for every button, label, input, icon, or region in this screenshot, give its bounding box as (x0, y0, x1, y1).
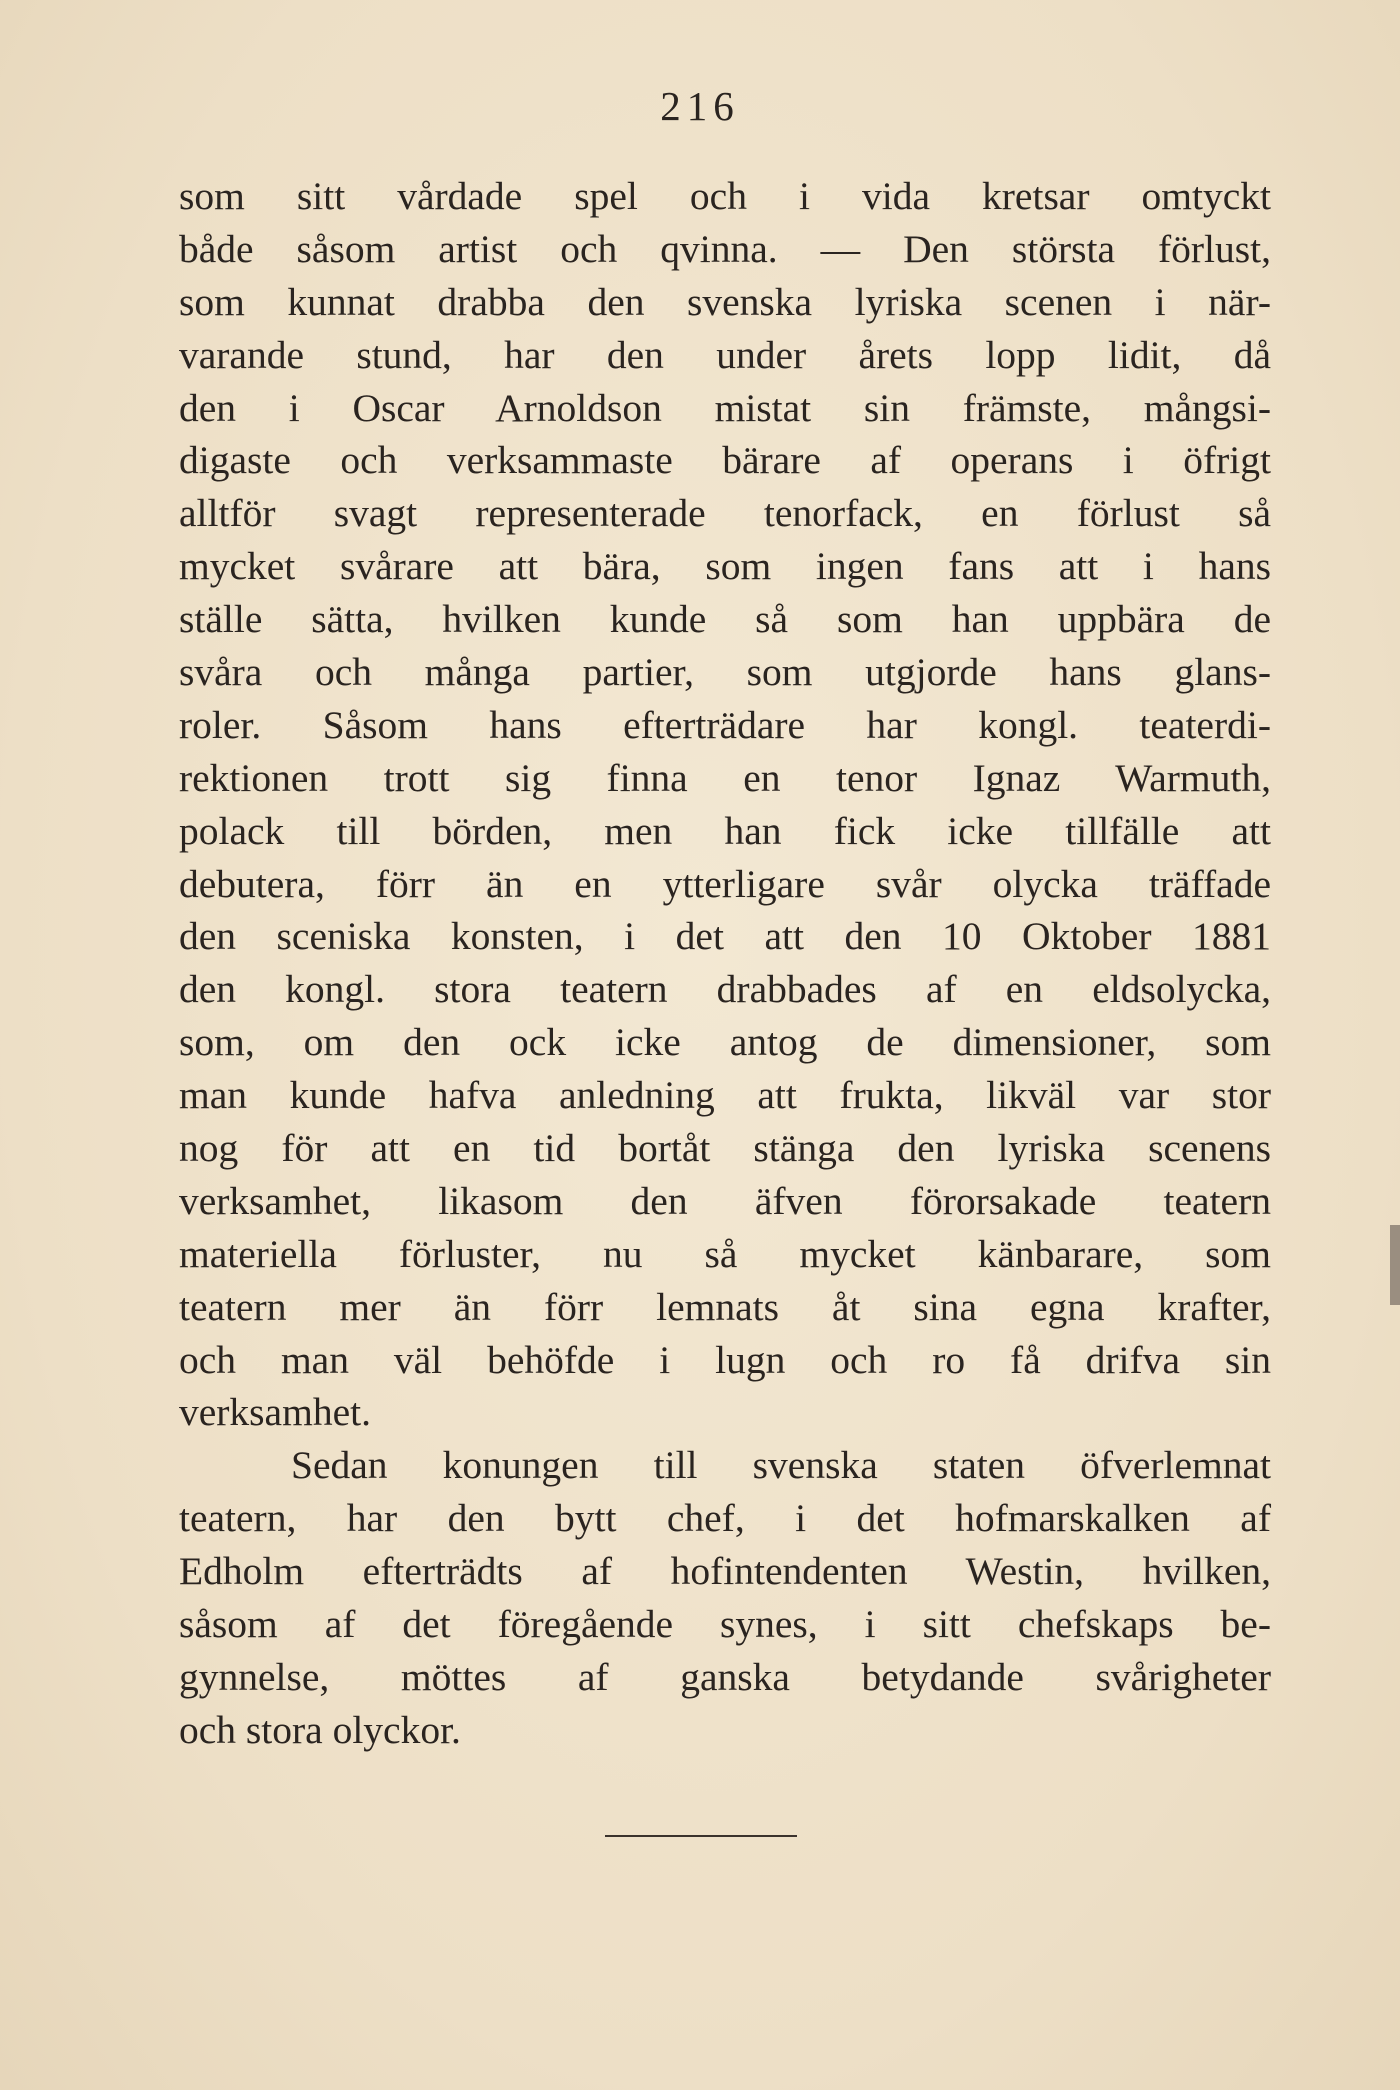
text-line: som sitt vårdade spel och i vida kretsar omtyckt (179, 174, 1271, 218)
section-divider-rule (605, 1835, 797, 1837)
page-edge-shadow (1390, 1225, 1400, 1305)
text-line: som, om den ock icke antog de dimensioner, som (179, 1020, 1271, 1065)
text-line: digaste och verksammaste bärare af operans i öfrigt (179, 438, 1271, 483)
body-text (179, 170, 1271, 1757)
text-line: som kunnat drabba den svenska lyriska scenen i när- (179, 279, 1271, 324)
text-line: nog för att en tid bortåt stänga den lyriska scenens (179, 1126, 1271, 1171)
page-number: 216 (660, 83, 740, 129)
text-line: materiella förluster, nu så mycket känbarare, som (179, 1231, 1271, 1276)
text-line: Edholm efterträdts af hofintendenten Westin, hvilken, (179, 1549, 1271, 1594)
text-line: debutera, förr än en ytterligare svår olycka träffade (179, 861, 1271, 906)
text-line: svåra och många partier, som utgjorde hans glans- (179, 650, 1271, 695)
text-line: alltför svagt representerade tenorfack, en förlust så (179, 491, 1271, 536)
text-line: teatern mer än förr lemnats åt sina egna krafter, (179, 1284, 1271, 1329)
text-line: rektionen trott sig finna en tenor Ignaz Warmuth, (179, 755, 1271, 800)
text-line: den kongl. stora teatern drabbades af en eldsolycka, (179, 967, 1271, 1012)
text-line: Sedan konungen till svenska staten öfverlemnat (291, 1443, 1271, 1488)
text-line: den i Oscar Arnoldson mistat sin främste, mångsi- (179, 385, 1271, 430)
text-line: och man väl behöfde i lugn och ro få drifva sin (179, 1337, 1271, 1382)
text-line: gynnelse, möttes af ganska betydande svårigheter (179, 1654, 1271, 1699)
text-line: polack till börden, men han fick icke tillfälle att (179, 808, 1271, 853)
text-line: både såsom artist och qvinna. — Den största förlust, (179, 226, 1271, 271)
text-line: roler. Såsom hans efterträdare har kongl. teaterdi- (179, 702, 1271, 747)
text-line: och stora olyckor. (179, 1707, 461, 1752)
text-line: varande stund, har den under årets lopp lidit, då (179, 332, 1271, 377)
text-line: teatern, har den bytt chef, i det hofmarskalken af (179, 1496, 1271, 1541)
text-line: verksamhet, likasom den äfven förorsakade teatern (179, 1178, 1271, 1223)
text-line: ställe sätta, hvilken kunde så som han uppbära de (179, 597, 1271, 642)
text-line: man kunde hafva anledning att frukta, likväl var stor (179, 1073, 1271, 1118)
text-line: såsom af det föregående synes, i sitt chefskaps be- (179, 1602, 1271, 1647)
text-line: den sceniska konsten, i det att den 10 Oktober 1881 (179, 914, 1271, 959)
text-line: verksamhet. (179, 1390, 371, 1435)
text-line: mycket svårare att bära, som ingen fans att i hans (179, 544, 1271, 589)
